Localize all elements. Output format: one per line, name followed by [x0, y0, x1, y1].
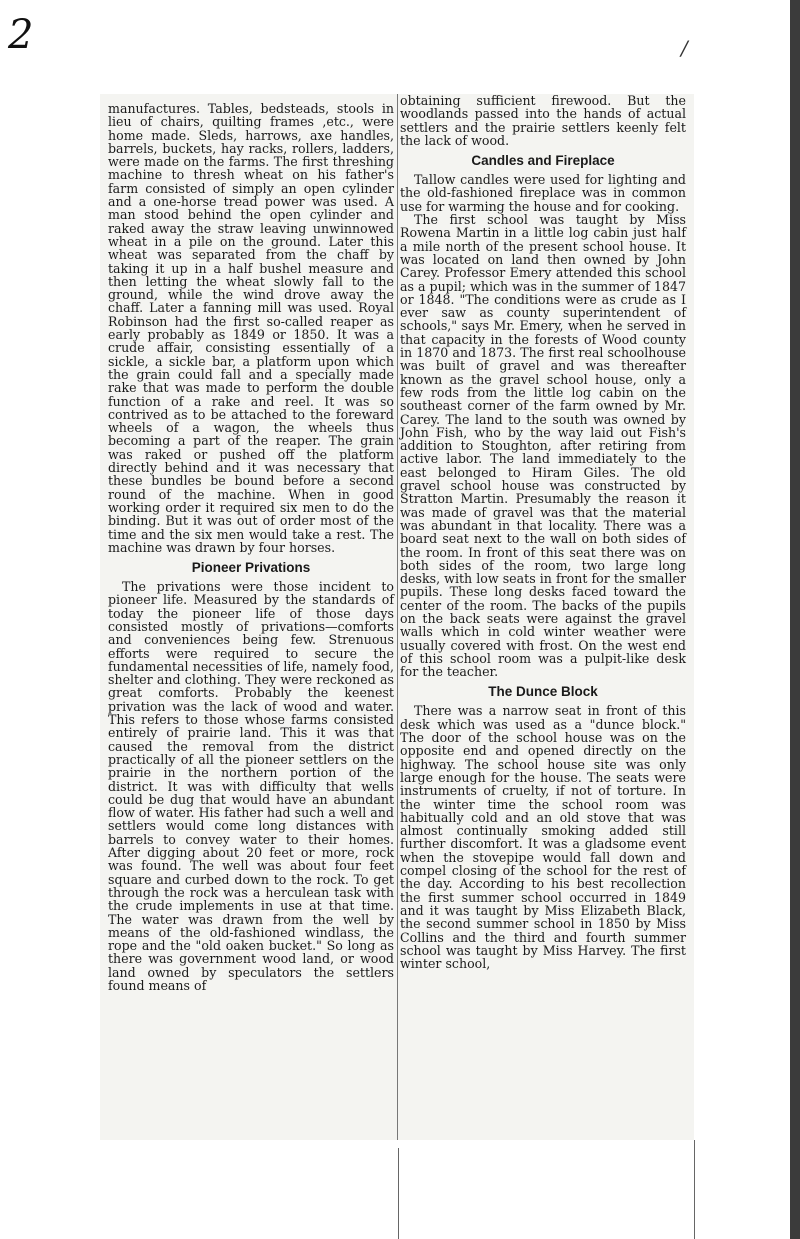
- scan-edge: [790, 0, 800, 1239]
- paragraph: There was a narrow seat in front of this desk which was used as a "dunce block." The door of the school house was on the opposite end and opened directly on the highway. The school house site was only large enough for the house. The seats were instruments of cruelty, if not of torture. In the winter time the school room was habitually cold and an old stove that was almost continually smoking added still further discomfort. It was a gladsome event when the stovepipe would fall down and compel closing of the school for the rest of the day. According to his best recollection the first summer school occurred in 1849 and it was taught by Miss Elizabeth Black, the second summer school in 1850 by Miss Collins and the third and fourth summer school was taught by Miss Harvey. The first winter school,: [400, 703, 686, 972]
- paragraph: Tallow candles were used for lighting and the old-fashioned fireplace was in common use for warming the house and for cooking.: [400, 172, 686, 214]
- paragraph: manufactures. Tables, bedsteads, stools in lieu of chairs, quilting frames ,etc., were home made. Sleds, harrows, axe handles, barrels, buckets, hay racks, rollers, ladders, were made on the farms. The first threshing machine to thresh wheat on his father's farm consisted of simply an open cylinder and a one-horse tread power was used. A man stood behind the open cylinder and raked away the straw leaving unwinnowed wheat in a pile on the ground. Later this wheat was separated from the chaff by taking it up in a half bushel measure and then letting the wheat slowly fall to the ground, while the wind drove away the chaff. Later a fanning mill was used. Royal Robinson had the first so-called reaper as early probably as 1849 or 1850. It was a crude affair, consisting essentially of a sickle, a sickle bar, a platform upon which the grain could fall and a specially made rake that was made to perform the double function of a rake and reel. It was so contrived as to be attached to the foreward wheels of a wagon, the wheels thus becoming a part of the reaper. The grain was raked or pushed off the platform directly behind and it was necessary that these bundles be bound before a second round of the machine. When in good working order it required six men to do the binding. But it was out of order most of the time and the six men would take a rest. The machine was drawn by four horses.: [108, 101, 394, 555]
- column-divider: [397, 94, 398, 1140]
- right-column: [400, 94, 686, 970]
- frame-line: [398, 1148, 399, 1239]
- left-column: [108, 102, 394, 992]
- paragraph: The first school was taught by Miss Rowena Martin in a little log cabin just half a mile north of the present school house. It was located on land then owned by John Carey. Professor Emery attended this school as a pupil; which was in the summer of 1847 or 1848. "The conditions were as crude as I ever saw as county superintendent of schools," says Mr. Emery, when he served in that capacity in the forests of Wood county in 1870 and 1873. The first real schoolhouse was built of gravel and was thereafter known as the gravel school house, only a few rods from the little log cabin on the southeast corner of the farm owned by Mr. Carey. The land to the south was owned by John Fish, who by the way laid out Fish's addition to Stoughton, after retiring from active labor. The land immediately to the east belonged to Hiram Giles. The old gravel school house was constructed by Stratton Martin. Presumably the reason it was made of gravel was that the material was abundant in that locality. There was a board seat next to the wall on both sides of the room. In front of this seat there was on both sides of the room, two large long desks, with low seats in front for the smaller pupils. These long desks faced toward the center of the room. The backs of the pupils on the back seats were against the gravel walls which in cold winter weather were usually covered with frost. On the west end of this school room was a pulpit-like desk for the teacher.: [400, 212, 686, 680]
- section-heading-the-dunce-block: The Dunce Block: [488, 684, 598, 700]
- frame-line: [694, 1140, 695, 1239]
- newspaper-clipping: [100, 94, 694, 1140]
- paragraph: The privations were those incident to pioneer life. Measured by the standards of today the pioneer life of those days consisted mostly of privations—comforts and conveniences being few. Strenuous efforts were required to secure the fundamental necessities of life, namely food, shelter and clothing. They were reckoned as great comforts. Probably the keenest privation was the lack of wood and water. This refers to those whose farms consisted entirely of prairie land. This it was that caused the removal from the district practically of all the pioneer settlers on the prairie in the northern portion of the district. It was with difficulty that wells could be dug that would have an abundant flow of water. His father had such a well and settlers would come long distances with barrels to convey water to their homes. After digging about 20 feet or more, rock was found. The well was about four feet square and curbed down to the rock. To get through the rock was a herculean task with the crude implements in use at that time. The water was drawn from the well by means of the old-fashioned windlass, the rope and the "old oaken bucket." So long as there was government wood land, or wood land owned by speculators the settlers found means of: [108, 579, 394, 993]
- page-number: 2: [8, 12, 34, 58]
- corner-mark: /: [681, 36, 688, 60]
- section-heading-candles-and-fireplace: Candles and Fireplace: [471, 153, 615, 169]
- paragraph: obtaining sufficient firewood. But the woodlands passed into the hands of actual settlers and the prairie settlers keenly felt the lack of wood.: [400, 93, 686, 148]
- section-heading-pioneer-privations: Pioneer Privations: [191, 560, 311, 576]
